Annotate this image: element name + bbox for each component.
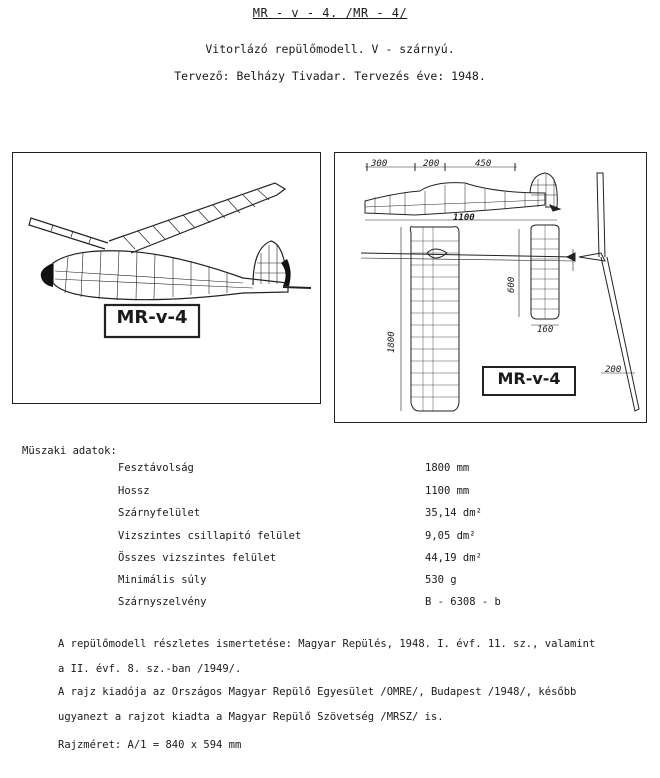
publication-note-line: a II. évf. 8. sz.-ban /1949/.: [58, 663, 242, 675]
designer-line: Tervező: Belházy Tivadar. Tervezés éve: 1948.: [174, 69, 486, 83]
dim-200-front: 200: [605, 365, 622, 375]
spec-row: [118, 596, 638, 616]
drawing-size: Rajzméret: A/1 = 840 x 594 mm: [58, 739, 242, 751]
spec-label: Vizszintes csillapitó felület: [118, 530, 302, 542]
perspective-drawing: [13, 153, 319, 402]
spec-row: [118, 507, 638, 527]
spec-value: 35,14 dm²: [425, 507, 482, 519]
dim-200: 200: [423, 159, 440, 169]
publisher-note-line: A rajz kiadója az Országos Magyar Repülő Egyesület /OMRE/, Budapest /1948/, később: [58, 686, 577, 698]
model-label-left: MR-v-4: [116, 307, 188, 328]
spec-value: B - 6308 - b: [425, 596, 501, 608]
publisher-note-line: ugyanezt a rajzot kiadta a Magyar Repülő Szövetség /MRSZ/ is.: [58, 711, 444, 723]
spec-value: 44,19 dm²: [425, 552, 482, 564]
dim-160: 160: [537, 325, 554, 335]
dim-300: 300: [371, 159, 388, 169]
model-description: Vitorlázó repülőmodell. V - szárnyú.: [205, 42, 455, 56]
spec-label: Fesztávolság: [118, 462, 194, 474]
spec-row: [118, 530, 638, 550]
spec-value: 9,05 dm²: [425, 530, 476, 542]
publisher-note: [58, 680, 648, 730]
spec-value: 1800 mm: [425, 462, 470, 474]
dim-1800: 1800: [387, 331, 397, 353]
publication-note: [58, 632, 648, 682]
spec-row: [118, 552, 638, 572]
spec-row: [118, 462, 638, 482]
spec-label: Minimális súly: [118, 574, 207, 586]
dim-600: 600: [507, 276, 517, 293]
spec-row: [118, 574, 638, 594]
model-label-right: MR-v-4: [497, 369, 561, 388]
dim-450: 450: [475, 159, 492, 169]
spec-row: [118, 485, 638, 505]
perspective-drawing-frame: [12, 152, 321, 404]
spec-value: 1100 mm: [425, 485, 470, 497]
spec-value: 530 g: [425, 574, 457, 586]
spec-label: Hossz: [118, 485, 150, 497]
spec-label: Összes vizszintes felület: [118, 552, 277, 564]
page-title: MR - v - 4. /MR - 4/: [252, 6, 408, 20]
publication-note-line: A repülőmodell részletes ismertetése: Magyar Repülés, 1948. I. évf. 11. sz., valamint: [58, 638, 596, 650]
three-view-drawing-frame: [334, 152, 647, 423]
spec-label: Szárnyszelvény: [118, 596, 207, 608]
specs-heading: Müszaki adatok:: [22, 445, 117, 457]
spec-label: Szárnyfelület: [118, 507, 201, 519]
dim-1100: 1100: [453, 213, 475, 223]
